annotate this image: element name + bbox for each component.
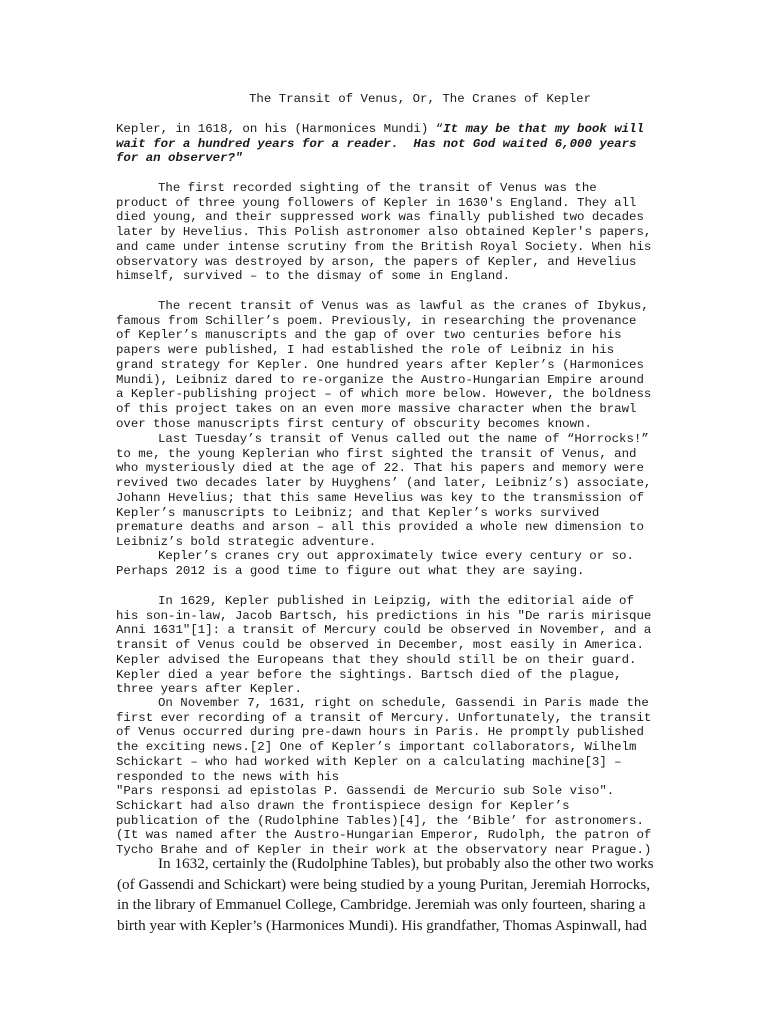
paragraph-line: Johann Hevelius; that this same Hevelius was key to the transmission of [116, 490, 644, 505]
paragraph-line: publication of the (Rudolphine Tables)[4], the ‘Bible’ for astronomers. [116, 813, 644, 828]
epigraph-line [116, 122, 676, 137]
epigraph-quote: It may be that my book will [443, 122, 644, 136]
paragraph-line: In 1632, certainly the (Rudolphine Tables), but probably also the other two works [158, 855, 654, 872]
serif-paragraph [117, 854, 717, 936]
paragraph-line: Schickart had also drawn the frontispiece design for Kepler’s [116, 798, 570, 813]
paragraph-line: who mysteriously died at the age of 22. That his papers and memory were [116, 461, 644, 476]
paragraph-line: revived two decades later by Huyghens’ (and later, Leibniz’s) associate, [116, 476, 652, 491]
paragraph-line: Kepler advised the Europeans that they should still be on their guard. [116, 652, 637, 667]
paragraph-line: died young, and their suppressed work was finally published two decades [116, 210, 644, 225]
paragraph-line: observatory was destroyed by arson, the papers of Kepler, and Hevelius [116, 254, 637, 269]
paragraph-line: later by Hevelius. This Polish astronomer also obtained Kepler's papers, [116, 225, 652, 240]
paragraph-line: The recent transit of Venus was as lawful as the cranes of Ibykus, [158, 299, 649, 313]
paragraph-line: papers were published, I had established the role of Leibniz in his [116, 343, 615, 358]
epigraph-line: for an observer?" [116, 151, 243, 166]
paragraph [116, 299, 676, 431]
paragraph [116, 594, 676, 697]
paragraph-line: "Pars responsi ad epistolas P. Gassendi de Mercurio sub Sole viso". [116, 784, 615, 799]
paragraph-line: (of Gassendi and Schickart) were being studied by a young Puritan, Jeremiah Horrocks, [117, 875, 651, 893]
paragraph-line: birth year with Kepler’s (Harmonices Mundi). His grandfather, Thomas Aspinwall, had [117, 916, 647, 934]
paragraph-line: famous from Schiller’s poem. Previously, in researching the provenance [116, 313, 637, 328]
paragraph-line: (It was named after the Austro-Hungarian Emperor, Rudolph, the patron of [116, 828, 652, 843]
paragraph-line: Kepler’s cranes cry out approximately twice every century or so. [158, 549, 634, 563]
paragraph-line: in the library of Emmanuel College, Cambridge. Jeremiah was only fourteen, sharing a [117, 896, 646, 913]
paragraph-line: grand strategy for Kepler. One hundred years after Kepler’s (Harmonices [116, 357, 644, 372]
paragraph-line: Kepler’s manuscripts to Leibniz; and that Kepler’s works survived [116, 505, 600, 520]
document-title: The Transit of Venus, Or, The Cranes of Kepler [249, 92, 592, 106]
paragraph-line: his son-in-law, Jacob Bartsch, his predictions in his "De raris mirisque [116, 608, 652, 623]
paragraph-line: Last Tuesday’s transit of Venus called out the name of “Horrocks!” [158, 432, 649, 446]
paragraph-line: of Kepler’s manuscripts and the gap of over two centuries before his [116, 328, 622, 343]
paragraph-line: Kepler died a year before the sightings. Bartsch died of the plague, [116, 667, 622, 682]
paragraph [116, 181, 676, 284]
paragraph-line: over those manuscripts first century of obscurity becomes known. [116, 416, 592, 431]
paragraph-line: and came under intense scrutiny from the British Royal Society. When his [116, 239, 652, 254]
paragraph-line: first ever recording of a transit of Mercury. Unfortunately, the transit [116, 710, 652, 725]
paragraph [116, 432, 676, 550]
paragraph [116, 696, 676, 858]
paragraph-line: three years after Kepler. [116, 682, 302, 697]
paragraph-line: Schickart – who had worked with Kepler on a calculating machine[3] – [116, 754, 622, 769]
paragraph [116, 549, 676, 578]
paragraph-line: Mundi), Leibniz dared to re-organize the Austro-Hungarian Empire around [116, 372, 644, 387]
paragraph-line: The first recorded sighting of the transit of Venus was the [158, 181, 597, 195]
paragraph-line: Tycho Brahe and of Kepler in their work at the observatory near Prague.) [116, 843, 652, 858]
paragraph-line: transit of Venus could be observed in December, most easily in America. [116, 638, 644, 653]
epigraph [116, 122, 676, 166]
paragraph-line: On November 7, 1631, right on schedule, Gassendi in Paris made the [158, 696, 649, 710]
paragraph-line: product of three young followers of Kepler in 1630's England. They all [116, 195, 637, 210]
paragraph-line: premature deaths and arson – all this provided a whole new dimension to [116, 520, 644, 535]
paragraph-line: a Kepler-publishing project – of which more below. However, the boldness [116, 387, 652, 402]
paragraph-line: In 1629, Kepler published in Leipzig, with the editorial aide of [158, 594, 634, 608]
epigraph-intro: Kepler, in 1618, on his (Harmonices Mundi) “ [116, 122, 444, 136]
paragraph-line: responded to the news with his [116, 769, 340, 784]
paragraph-line: Anni 1631"[1]: a transit of Mercury could be observed in November, and a [116, 623, 652, 638]
paragraph-line: to me, the young Keplerian who first sighted the transit of Venus, and [116, 446, 637, 461]
paragraph-line: himself, survived – to the dismay of some in England. [116, 269, 511, 284]
paragraph-line: Perhaps 2012 is a good time to figure out what they are saying. [116, 563, 585, 578]
paragraph-line: the exciting news.[2] One of Kepler’s important collaborators, Wilhelm [116, 740, 637, 755]
paragraph-line: of Venus occurred during pre-dawn hours in Paris. He promptly published [116, 725, 644, 740]
paragraph-line: Leibniz’s bold strategic adventure. [116, 534, 377, 549]
paragraph-line: of this project takes on an even more massive character when the brawl [116, 401, 637, 416]
epigraph-line: wait for a hundred years for a reader. Has not God waited 6,000 years [116, 136, 637, 151]
